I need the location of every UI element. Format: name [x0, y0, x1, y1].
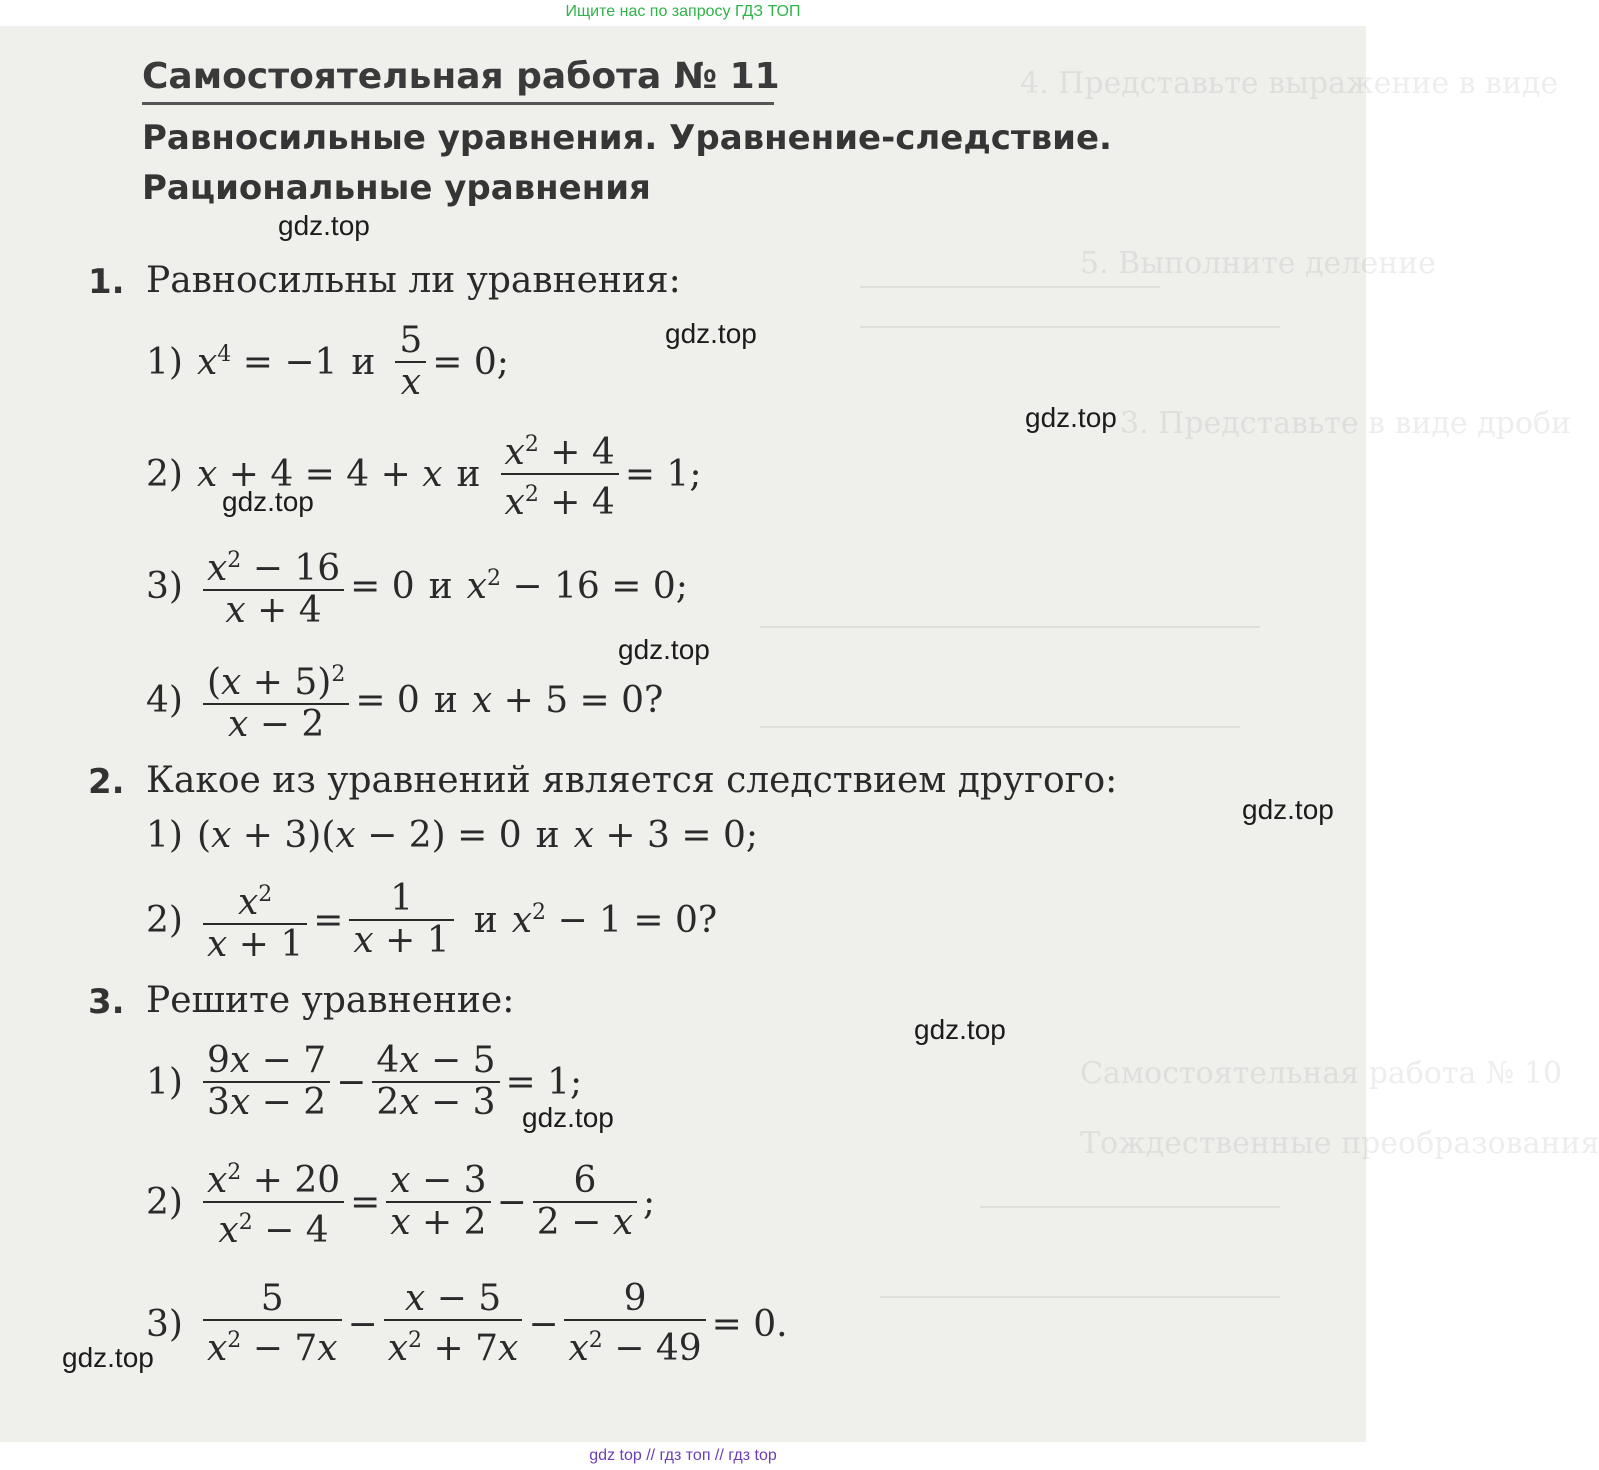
page-title: Самостоятельная работа № 11 — [142, 56, 780, 97]
ghost-line — [760, 726, 1240, 728]
item-label: 1) — [146, 1061, 183, 1103]
task-3-item-3: 3) $\frac{5}{x^2 - 7x}$ − $\frac{x - 5}{x^2 + 7x}$ − $\frac{9}{x^2 - 49}$ = 0. — [146, 1278, 788, 1369]
task-1-item-2: 2) x + 4 = 4 + x и $\frac{x^2 + 4}{x^2 + 4}$ = 1; — [146, 426, 701, 522]
watermark: gdz.top — [914, 1014, 1006, 1045]
task-3-item-1: 1) $\frac{9x - 7}{3x - 2}$ − $\frac{4x - 5}{2x - 3}$ = 1; — [146, 1040, 583, 1123]
item-label: 3) — [146, 565, 183, 607]
task-2-number: 2. — [88, 762, 125, 802]
fraction: $\frac{x - 5}{x^2 + 7x}$ — [384, 1279, 523, 1369]
task-1-item-1: 1) $x^4 = -1$ и $\frac{5}{x}$ = 0; — [146, 320, 509, 403]
fraction: $\frac{5}{x^2 - 7x}$ — [203, 1279, 342, 1369]
ghost-line — [860, 326, 1280, 328]
conjunction: и — [351, 341, 376, 383]
subtitle-line-2: Рациональные уравнения — [142, 168, 651, 208]
item-label: 1) — [146, 341, 183, 383]
title-underline — [142, 102, 774, 105]
conjunction: и — [473, 899, 498, 941]
fraction: $\frac{6}{2 - x}$ — [533, 1161, 637, 1243]
equation: $x^2 - 1 = 0$? — [511, 899, 718, 941]
task-3-item-2: 2) $\frac{x^2 + 20}{x^2 - 4}$ = $\frac{x - 3}{x + 2}$ − $\frac{6}{2 - x}$ ; — [146, 1154, 655, 1250]
conjunction: и — [456, 453, 481, 495]
ghost-text: Тождественные преобразования — [1080, 1126, 1599, 1161]
ghost-text: 5. Выполните деление — [1080, 246, 1436, 281]
task-2-question: Какое из уравнений является следствием другого: — [146, 760, 1118, 801]
fraction: $\frac{(x + 5)^2}{x - 2}$ — [203, 655, 349, 745]
fraction: $\frac{9x - 7}{3x - 2}$ — [203, 1041, 330, 1123]
search-hint-link[interactable]: Ищите нас по запросу ГДЗ ТОП — [565, 3, 801, 20]
equation: x + 4 = 4 + x — [196, 453, 443, 495]
equation: $x^2 - 16 = 0$; — [466, 565, 688, 607]
fraction: $\frac{x^2 + 4}{x^2 + 4}$ — [501, 425, 619, 523]
equation: $x^4 = -1$ — [196, 341, 338, 383]
fraction: $\frac{x - 3}{x + 2}$ — [386, 1161, 490, 1243]
watermark: gdz.top — [1242, 794, 1334, 825]
subtitle-line-1: Равносильные уравнения. Уравнение-следствие. — [142, 118, 1112, 158]
equation: (x + 3)(x − 2) = 0 — [196, 814, 522, 856]
item-label: 2) — [146, 453, 183, 495]
task-1-number: 1. — [88, 262, 125, 302]
conjunction: и — [433, 679, 458, 721]
equation: x + 3 = 0; — [573, 814, 758, 856]
item-label: 2) — [146, 899, 183, 941]
watermark: gdz.top — [222, 486, 314, 517]
ghost-text: 3. Представьте в виде дроби — [1120, 406, 1572, 441]
equation: x + 5 = 0? — [471, 679, 664, 721]
task-3-number: 3. — [88, 982, 125, 1022]
task-3-question: Решите уравнение: — [146, 980, 515, 1021]
fraction: $\frac{x^2}{x + 1}$ — [203, 875, 307, 965]
fraction: $\frac{x^2 - 16}{x + 4}$ — [203, 541, 344, 631]
watermark: gdz.top — [665, 318, 757, 349]
textbook-page — [0, 26, 1599, 1442]
watermark: gdz.top — [1025, 402, 1117, 433]
fraction: $\frac{1}{x + 1}$ — [349, 879, 453, 961]
task-2-item-2: 2) $\frac{x^2}{x + 1}$ = $\frac{1}{x + 1}$ и $x^2 - 1 = 0$? — [146, 872, 717, 968]
item-label: 4) — [146, 679, 183, 721]
task-1-item-4: 4) $\frac{(x + 5)^2}{x - 2}$ = 0 и x + 5 = 0? — [146, 652, 663, 748]
watermark: gdz.top — [618, 634, 710, 665]
footer-links[interactable]: gdz top // гдз топ // гдз top — [0, 1442, 1366, 1470]
item-label: 3) — [146, 1303, 183, 1345]
item-label: 1) — [146, 814, 183, 856]
ghost-text: Самостоятельная работа № 10 — [1080, 1056, 1563, 1091]
ghost-line — [760, 626, 1260, 628]
fraction: $\frac{9}{x^2 - 49}$ — [564, 1279, 705, 1369]
ghost-text: 4. Представьте выражение в виде — [1020, 66, 1559, 101]
task-1-question: Равносильны ли уравнения: — [146, 260, 681, 301]
ghost-line — [860, 286, 1160, 288]
fraction: $\frac{5}{x}$ — [395, 321, 426, 403]
item-label: 2) — [146, 1181, 183, 1223]
watermark: gdz.top — [278, 210, 370, 241]
fraction: $\frac{4x - 5}{2x - 3}$ — [372, 1041, 499, 1123]
conjunction: и — [535, 814, 560, 856]
task-2-item-1 — [146, 810, 758, 860]
conjunction: и — [428, 565, 453, 607]
top-banner — [0, 0, 1366, 26]
watermark: gdz.top — [62, 1342, 154, 1373]
ghost-line — [980, 1206, 1280, 1208]
task-1-item-3: 3) $\frac{x^2 - 16}{x + 4}$ = 0 и $x^2 - 16 = 0$; — [146, 538, 688, 634]
ghost-line — [880, 1296, 1280, 1298]
watermark: gdz.top — [522, 1102, 614, 1133]
fraction: $\frac{x^2 + 20}{x^2 - 4}$ — [203, 1153, 344, 1251]
